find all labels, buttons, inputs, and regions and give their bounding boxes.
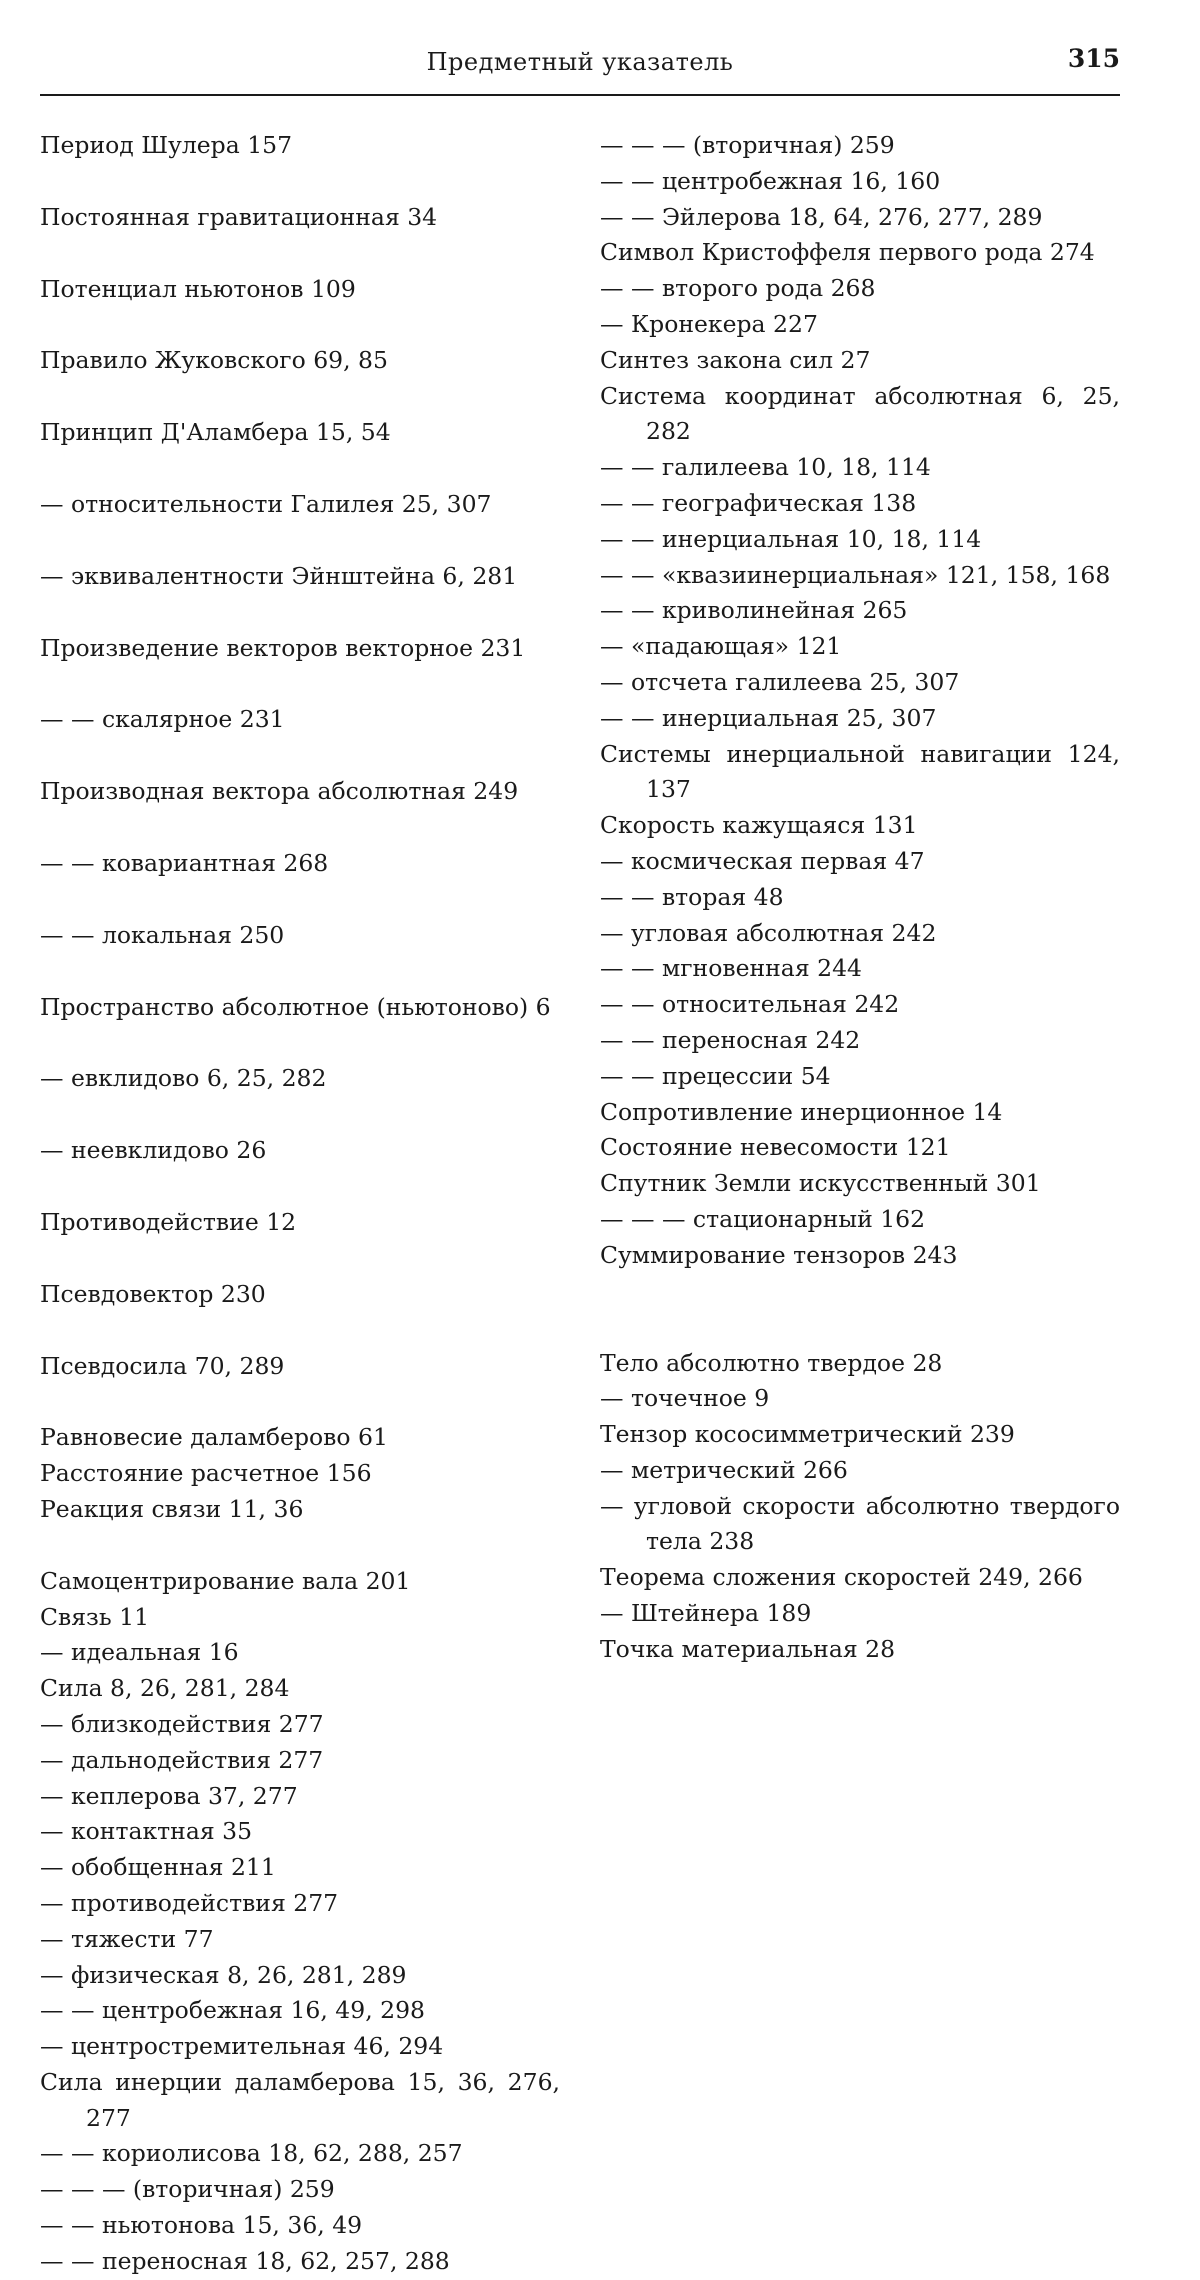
index-entry: — неевклидово 26 — [40, 1136, 267, 1165]
group-gap — [40, 1528, 560, 1564]
index-entry: Сила 8, 26, 281, 284 — [40, 1674, 290, 1703]
group-gap — [40, 666, 560, 702]
group-gap — [40, 1169, 560, 1205]
group-gap — [40, 1313, 560, 1349]
group-gap — [40, 738, 560, 774]
index-entry: — противодействия 277 — [40, 1888, 339, 1917]
index-entry: — контактная 35 — [40, 1817, 253, 1846]
index-entry: Скорость кажущаяся 131 — [600, 811, 918, 840]
running-title: Предметный указатель — [426, 48, 734, 76]
index-entry: — обобщенная 211 — [40, 1853, 276, 1882]
group-gap — [40, 1384, 560, 1420]
index-entry: — — инерциальная 25, 307 — [600, 703, 937, 732]
index-entry: — — относительная 242 — [600, 990, 900, 1019]
index-entry: Тело абсолютно твердое 28 — [600, 1348, 943, 1377]
index-entry: Равновесие даламберово 61 — [40, 1423, 388, 1452]
group-gap — [40, 882, 560, 918]
index-entry: — относительности Галилея 25, 307 — [40, 489, 492, 518]
group-gap — [40, 810, 560, 846]
index-entry: — — — (вторичная) 259 — [600, 131, 895, 159]
group-gap — [40, 1241, 560, 1277]
index-entry: Система координат абсолютная 6, 25, 282 — [600, 381, 1120, 446]
group-gap — [40, 379, 560, 415]
index-entry: — Кронекера 227 — [600, 309, 818, 338]
index-entry: Произведение векторов векторное 231 — [40, 633, 526, 662]
index-entry: Период Шулера 157 — [40, 131, 293, 159]
index-entry: Точка материальная 28 — [600, 1634, 896, 1663]
index-entry: — — мгновенная 244 — [600, 954, 862, 983]
index-entry: Состояние невесомости 121 — [600, 1133, 951, 1162]
index-entry: — — скалярное 231 — [40, 705, 285, 734]
index-entry: Правило Жуковского 69, 85 — [40, 346, 388, 375]
index-entry: — — инерциальная 10, 18, 114 — [600, 524, 982, 553]
index-entry: Производная вектора абсолютная 249 — [40, 777, 519, 806]
index-entry: Реакция связи 11, 36 — [40, 1494, 304, 1523]
index-entry: — точечное 9 — [600, 1384, 770, 1413]
group-gap — [40, 307, 560, 343]
index-entry: Синтез закона сил 27 — [600, 345, 871, 374]
group-gap — [40, 164, 560, 200]
header-rule — [40, 94, 1120, 96]
index-entry: Сопротивление инерционное 14 — [600, 1097, 1003, 1126]
group-gap — [40, 1097, 560, 1133]
index-entry: — близкодействия 277 — [40, 1709, 324, 1738]
index-entry: Пространство абсолютное (ньютоново) 6 — [40, 992, 551, 1021]
index-entry: — — локальная 250 — [40, 920, 285, 949]
index-column-right — [600, 128, 1120, 1668]
index-entry: — Штейнера 189 — [600, 1599, 812, 1628]
group-gap — [40, 954, 560, 990]
index-entry: — — географическая 138 — [600, 488, 917, 517]
index-column-left — [40, 128, 560, 2280]
page-number: 315 — [1067, 44, 1120, 73]
index-entry: — угловая абсолютная 242 — [600, 918, 937, 947]
index-entry: Принцип Д'Аламбера 15, 54 — [40, 418, 391, 447]
index-entry: — центростремительная 46, 294 — [40, 2032, 444, 2061]
index-entry: — — переносная 242 — [600, 1025, 861, 1054]
index-entry: — — галилеева 10, 18, 114 — [600, 453, 931, 482]
index-entry: — кеплерова 37, 277 — [40, 1781, 298, 1810]
index-entry: — — переносная 18, 62, 257, 288 — [40, 2246, 450, 2275]
index-entry: — метрический 266 — [600, 1455, 848, 1484]
index-entry: — физическая 8, 26, 281, 289 — [40, 1960, 407, 1989]
group-gap — [40, 595, 560, 631]
index-entry: Связь 11 — [40, 1602, 150, 1631]
index-entry: — — центробежная 16, 49, 298 — [40, 1996, 425, 2025]
index-entry: — — — (вторичная) 259 — [40, 2175, 335, 2204]
index-entry: Расстояние расчетное 156 — [40, 1459, 372, 1488]
group-gap — [40, 1025, 560, 1061]
index-entry: Потенциал ньютонов 109 — [40, 274, 356, 303]
index-entry: — отсчета галилеева 25, 307 — [600, 667, 960, 696]
index-entry: — — «квазиинерциальная» 121, 158, 168 — [600, 560, 1111, 589]
index-entry: Постоянная гравитационная 34 — [40, 202, 438, 231]
group-gap — [40, 451, 560, 487]
index-entry: — «падающая» 121 — [600, 632, 842, 661]
index-entry: — — — стационарный 162 — [600, 1204, 926, 1233]
index-entry: Тензор кососимметрический 239 — [600, 1420, 1015, 1449]
running-head — [40, 40, 1120, 88]
index-entry: — — ковариантная 268 — [40, 848, 329, 877]
index-entry: Псевдосила 70, 289 — [40, 1351, 285, 1380]
index-entry: — — второго рода 268 — [600, 274, 876, 303]
index-entry: — дальнодействия 277 — [40, 1745, 324, 1774]
group-gap — [600, 1274, 1120, 1346]
index-entry: — — криволинейная 265 — [600, 596, 908, 625]
index-entry: Спутник Земли искусственный 301 — [600, 1169, 1041, 1198]
index-entry: Самоцентрирование вала 201 — [40, 1566, 411, 1595]
index-entry: — идеальная 16 — [40, 1638, 239, 1667]
index-entry: — евклидово 6, 25, 282 — [40, 1064, 327, 1093]
index-entry: Противодействие 12 — [40, 1207, 297, 1236]
index-entry: — — Эйлерова 18, 64, 276, 277, 289 — [600, 202, 1043, 231]
index-entry: Сила инерции даламберова 15, 36, 276, 277 — [40, 2067, 560, 2132]
group-gap — [40, 523, 560, 559]
group-gap — [40, 236, 560, 272]
index-entry: Теорема сложения скоростей 249, 266 — [600, 1563, 1083, 1592]
index-entry: — — кориолисова 18, 62, 288, 257 — [40, 2139, 463, 2168]
index-entry: — — прецессии 54 — [600, 1061, 831, 1090]
index-entry: — — вторая 48 — [600, 882, 784, 911]
index-entry: — космическая первая 47 — [600, 846, 925, 875]
index-entry: Системы инерциальной навигации 124, 137 — [600, 739, 1120, 804]
index-entry: — — центробежная 16, 160 — [600, 166, 941, 195]
index-entry: — эквивалентности Эйнштейна 6, 281 — [40, 561, 518, 590]
index-entry: — тяжести 77 — [40, 1924, 214, 1953]
index-entry: — — ньютонова 15, 36, 49 — [40, 2211, 363, 2240]
index-entry: Псевдовектор 230 — [40, 1279, 266, 1308]
index-entry: — угловой скорости абсолютно твердого тела 238 — [600, 1491, 1120, 1556]
index-entry: Символ Кристоффеля первого рода 274 — [600, 238, 1095, 267]
index-entry: Суммирование тензоров 243 — [600, 1240, 958, 1269]
